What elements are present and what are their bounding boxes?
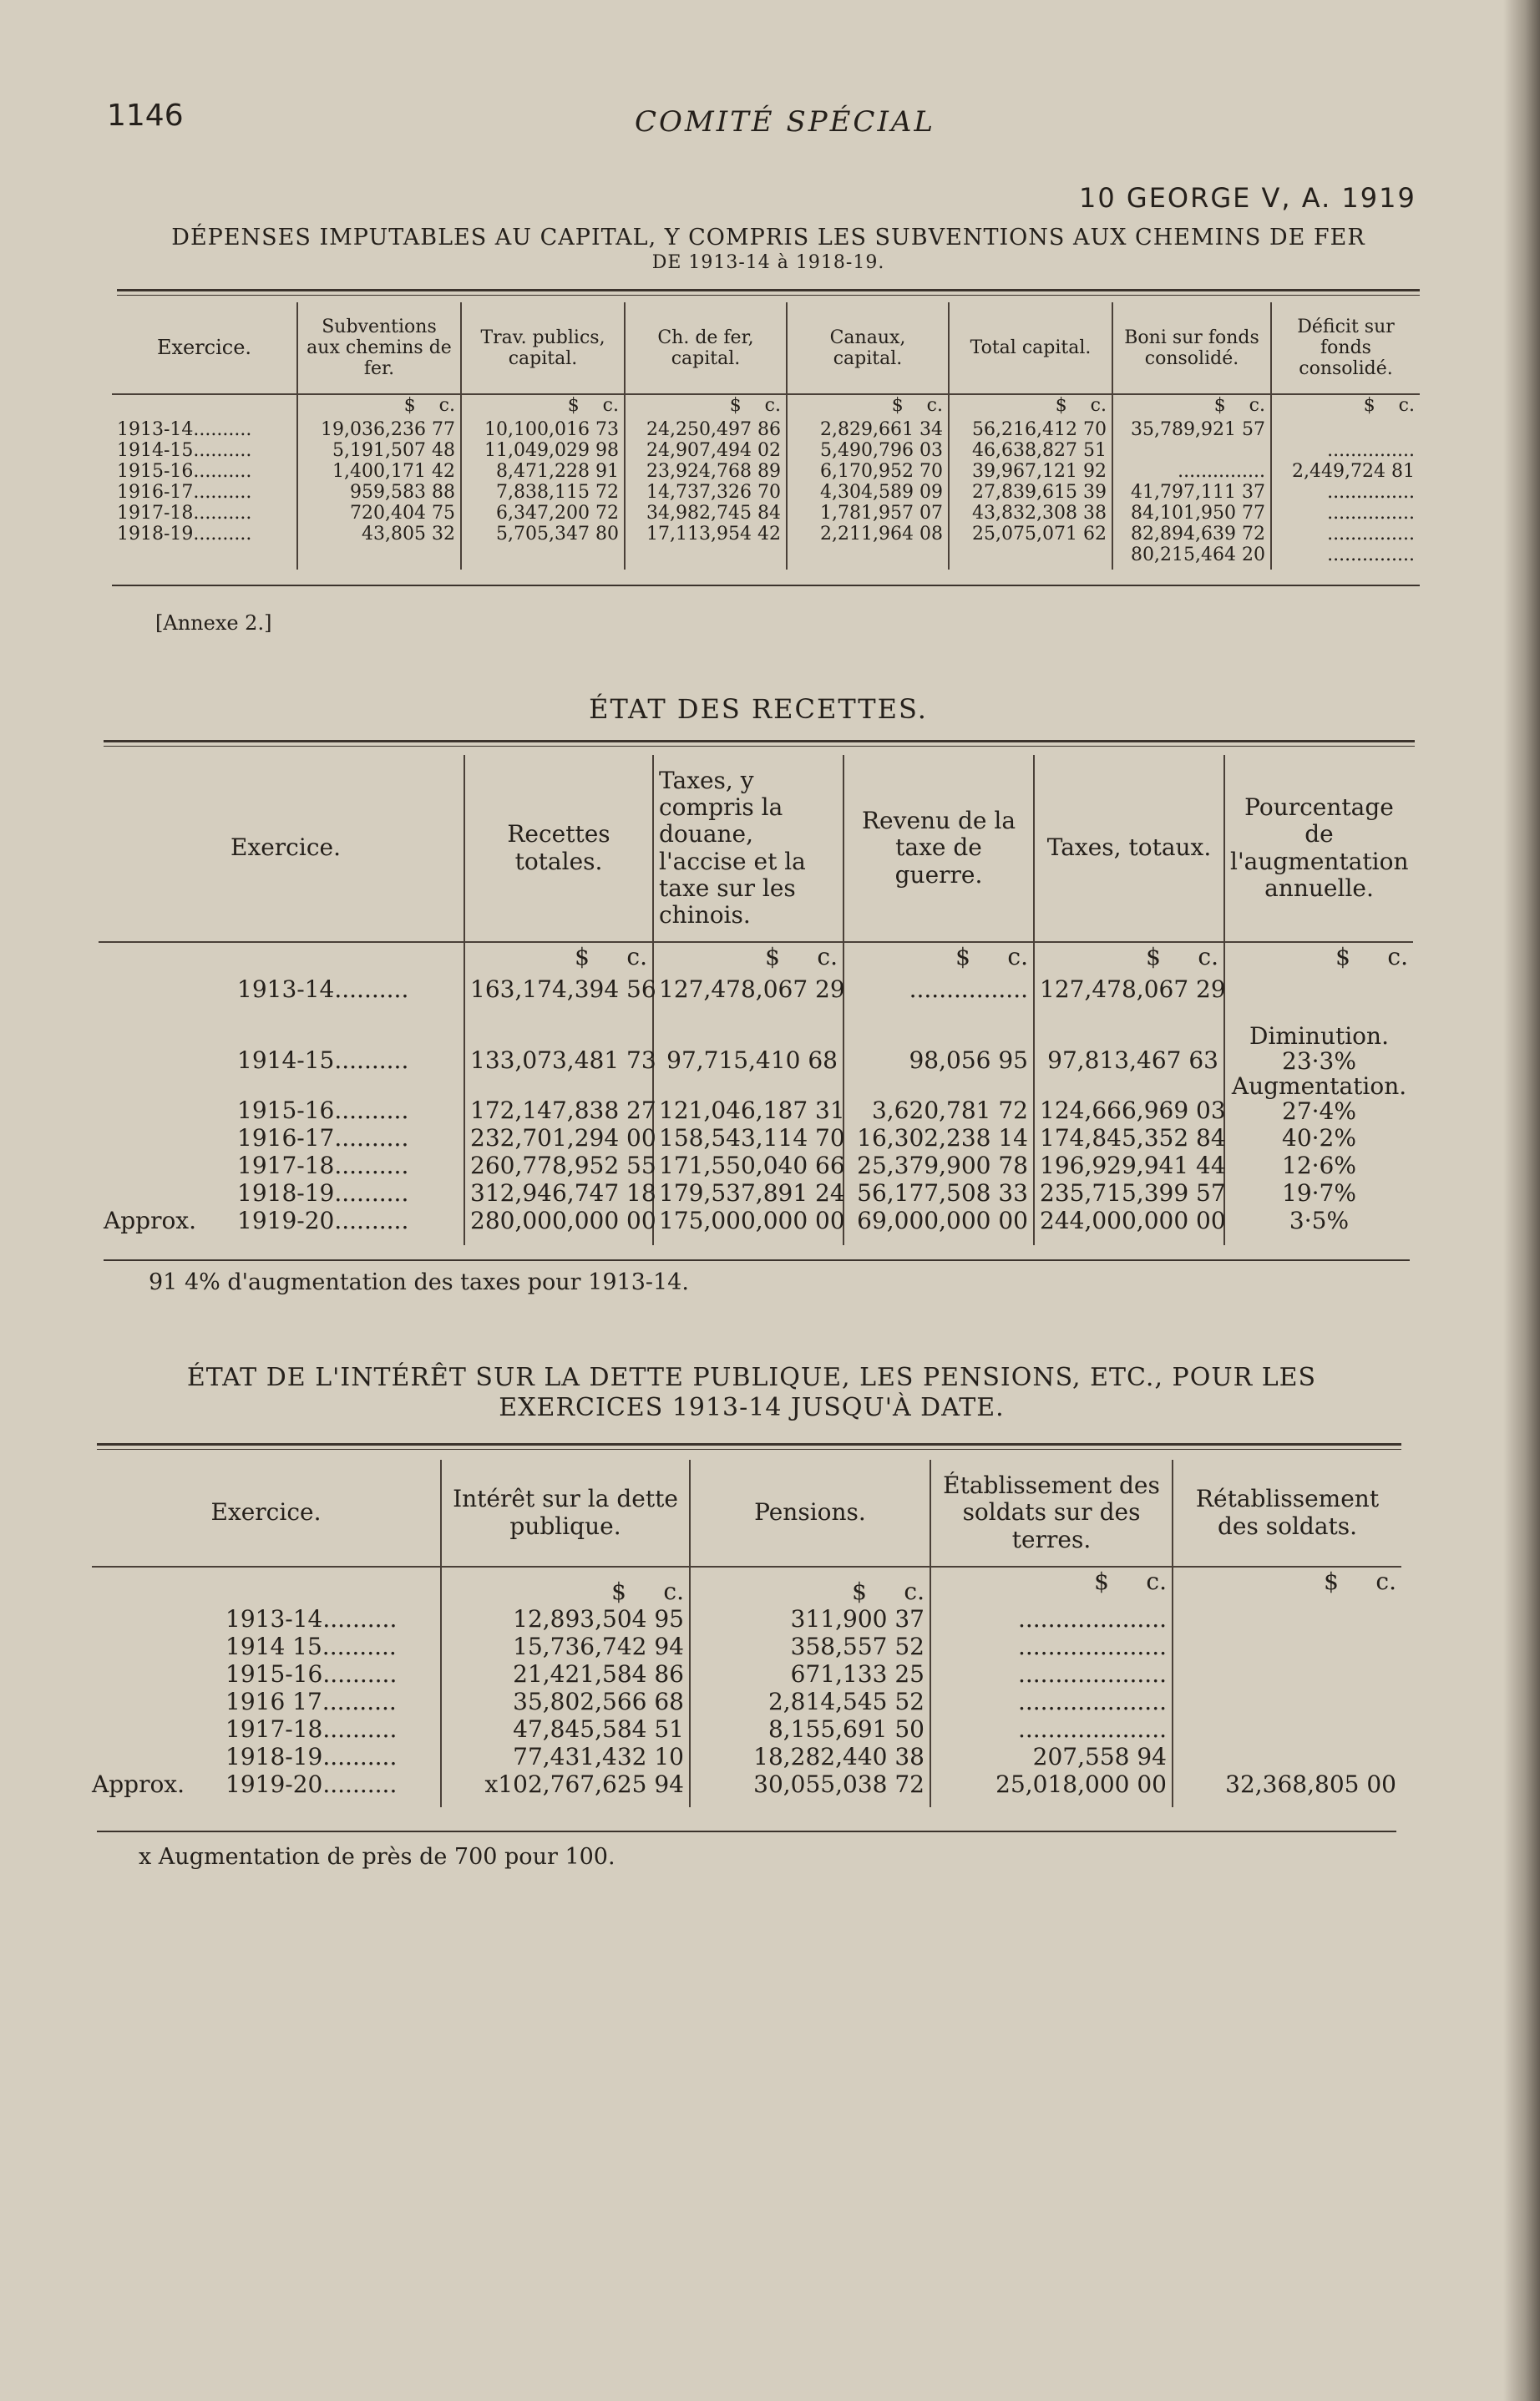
t1-chemins: 24,907,494 02	[625, 440, 787, 461]
unit-dollar: $	[765, 943, 780, 970]
table1-title-line2: DE 1913-14 à 1918-19.	[651, 252, 885, 273]
table-row	[99, 975, 1413, 1024]
t1-travaux: 10,100,016 73	[461, 419, 625, 440]
t1-chemins: 34,982,745 84	[625, 503, 787, 524]
t2-pct-label: Diminution.	[1249, 1022, 1389, 1050]
t1-total: 25,075,071 62	[949, 524, 1112, 545]
table1-bottom-rule	[112, 585, 1420, 586]
t3-exercice: 1919-20..........	[225, 1770, 398, 1798]
t2-exercice: 1913-14..........	[237, 975, 409, 1003]
t2-totaux: 127,478,067 29	[1034, 975, 1224, 1024]
t1-boni	[1112, 440, 1271, 461]
t3-unit	[441, 1567, 690, 1605]
table1-top-rule-thin	[117, 295, 1420, 296]
unit-dollar: $	[1335, 943, 1350, 970]
t2-col-pct: Pourcentage de l'augmentation annuelle.	[1224, 755, 1413, 942]
table-row	[92, 1688, 1401, 1715]
receipts-table	[99, 755, 1413, 1245]
unit-dollar: $	[567, 395, 580, 416]
t1-unit	[787, 394, 949, 419]
t3-retablissement	[1173, 1633, 1401, 1660]
t1-total: 27,839,615 39	[949, 482, 1112, 503]
table2-header-row	[99, 755, 1413, 942]
t1-col-chemins: Ch. de fer, capital.	[625, 302, 787, 394]
t3-unit	[1173, 1567, 1401, 1605]
t1-canaux: 2,211,964 08	[787, 524, 949, 545]
unit-cent: c.	[1146, 1568, 1167, 1595]
unit-cent: c.	[764, 395, 781, 416]
t3-retablissement	[1173, 1688, 1401, 1715]
annexe-label: [Annexe 2.]	[155, 611, 272, 635]
table3-title-line1: ÉTAT DE L'INTÉRÊT SUR LA DETTE PUBLIQUE, LES PENSIONS, ETC., POUR LES	[186, 1363, 1317, 1392]
table-row	[92, 1743, 1401, 1770]
table-row	[112, 503, 1420, 524]
table3-top-rule-thin	[97, 1449, 1401, 1450]
unit-dollar: $	[1213, 395, 1226, 416]
t2-guerre: 69,000,000 00	[843, 1207, 1034, 1245]
t2-exercice-cell	[99, 1207, 464, 1245]
unit-dollar: $	[1055, 395, 1067, 416]
t3-etablissement: ....................	[930, 1633, 1173, 1660]
t1-deficit: ...............	[1271, 524, 1420, 545]
t1-travaux: 11,049,029 98	[461, 440, 625, 461]
t2-totaux: 235,715,399 57	[1034, 1179, 1224, 1207]
t2-unit	[1224, 942, 1413, 975]
unit-cent: c.	[904, 1578, 925, 1605]
t3-pensions: 18,282,440 38	[690, 1743, 930, 1770]
table3-title	[92, 1363, 1411, 1423]
t3-exercice-cell	[92, 1770, 441, 1807]
unit-dollar: $	[1324, 1568, 1339, 1595]
unit-cent: c.	[817, 943, 838, 970]
table-row	[92, 1605, 1401, 1633]
t3-etablissement: 25,018,000 00	[930, 1770, 1173, 1807]
t1-deficit: 2,449,724 81	[1271, 461, 1420, 482]
t1-canaux: 2,829,661 34	[787, 419, 949, 440]
t2-col-exercice: Exercice.	[230, 833, 341, 862]
t3-etablissement: 207,558 94	[930, 1743, 1173, 1770]
t2-unit	[843, 942, 1034, 975]
table-row	[112, 419, 1420, 440]
t2-exercice-cell	[99, 1179, 464, 1207]
t3-exercice: 1915-16..........	[225, 1660, 398, 1688]
t1-exercice: 1913-14..........	[117, 419, 252, 440]
t2-totaux: 244,000,000 00	[1034, 1207, 1224, 1245]
t1-exercice: 1918-19..........	[117, 524, 252, 545]
t1-unit	[625, 394, 787, 419]
t3-unit	[690, 1567, 930, 1605]
t2-exercice: 1916-17..........	[237, 1124, 409, 1152]
t1-deficit: ...............	[1271, 482, 1420, 503]
debt-interest-table	[92, 1460, 1401, 1807]
t1-boni: 82,894,639 72	[1112, 524, 1271, 545]
t1-col-exercice: Exercice.	[156, 336, 252, 359]
t1-col-subventions: Subventions aux chemins de fer.	[297, 302, 461, 394]
t2-recettes: 260,778,952 55	[464, 1152, 653, 1179]
t3-col-pensions: Pensions.	[690, 1460, 930, 1567]
t2-totaux: 196,929,941 44	[1034, 1152, 1224, 1179]
t3-exercice: 1916 17..........	[225, 1688, 397, 1715]
t2-pct-cell	[1224, 1024, 1413, 1074]
t2-taxes: 171,550,040 66	[653, 1152, 843, 1179]
t3-pensions: 8,155,691 50	[690, 1715, 930, 1743]
t3-retablissement	[1173, 1660, 1401, 1688]
t3-retablissement	[1173, 1743, 1401, 1770]
t3-interet: x102,767,625 94	[441, 1770, 690, 1807]
t1-subventions: 5,191,507 48	[297, 440, 461, 461]
table1-unit-row	[112, 394, 1420, 419]
unit-dollar: $	[891, 395, 904, 416]
t2-prefix: Approx.	[104, 1207, 197, 1234]
table2-top-rule	[104, 740, 1415, 742]
t3-exercice-cell	[92, 1605, 441, 1633]
t1-total: 56,216,412 70	[949, 419, 1112, 440]
t2-pct-cell	[1224, 1074, 1413, 1124]
table3-unit-row	[92, 1567, 1401, 1605]
table2-unit-row	[99, 942, 1413, 975]
t3-retablissement	[1173, 1605, 1401, 1633]
t2-unit	[653, 942, 843, 975]
t2-taxes: 179,537,891 24	[653, 1179, 843, 1207]
running-title: COMITÉ SPÉCIAL	[635, 105, 936, 139]
t1-chemins: 24,250,497 86	[625, 419, 787, 440]
t2-unit	[464, 942, 653, 975]
t2-totaux: 124,666,969 03	[1034, 1074, 1224, 1124]
t3-interet: 21,421,584 86	[441, 1660, 690, 1688]
table-row	[92, 1633, 1401, 1660]
t1-subventions: 959,583 88	[297, 482, 461, 503]
unit-cent: c.	[1249, 395, 1265, 416]
t1-exercice: 1916-17..........	[117, 482, 252, 503]
t2-guerre: 3,620,781 72	[843, 1074, 1034, 1124]
table3-footnote: x Augmentation de près de 700 pour 100.	[139, 1844, 615, 1870]
table3-top-rule	[97, 1443, 1401, 1446]
t2-recettes: 172,147,838 27	[464, 1074, 653, 1124]
t1-chemins: 14,737,326 70	[625, 482, 787, 503]
t1-subventions: 1,400,171 42	[297, 461, 461, 482]
t3-pensions: 311,900 37	[690, 1605, 930, 1633]
t1-col-deficit: Déficit sur fonds consolidé.	[1271, 302, 1420, 394]
t1-total: 39,967,121 92	[949, 461, 1112, 482]
table-row	[112, 482, 1420, 503]
t1-unit	[297, 394, 461, 419]
t1-deficit	[1271, 419, 1420, 440]
t2-recettes: 163,174,394 56	[464, 975, 653, 1024]
t2-recettes: 133,073,481 73	[464, 1024, 653, 1074]
t2-pct: 19·7%	[1224, 1179, 1413, 1207]
t1-col-boni: Boni sur fonds consolidé.	[1112, 302, 1271, 394]
table-row	[99, 1074, 1413, 1124]
t2-recettes: 280,000,000 00	[464, 1207, 653, 1245]
t1-boni: 41,797,111 37	[1112, 482, 1271, 503]
t3-interet: 47,845,584 51	[441, 1715, 690, 1743]
t1-exercice: 1914-15..........	[117, 440, 252, 461]
table-row	[99, 1152, 1413, 1179]
unit-cent: c.	[1198, 943, 1218, 970]
t1-travaux: 5,705,347 80	[461, 524, 625, 545]
table-row	[99, 1124, 1413, 1152]
t2-taxes: 121,046,187 31	[653, 1074, 843, 1124]
t2-exercice: 1918-19..........	[237, 1179, 409, 1207]
t1-boni-extra: 80,215,464 20	[1112, 545, 1271, 570]
t1-unit	[461, 394, 625, 419]
table-row	[92, 1715, 1401, 1743]
t2-exercice: 1914-15..........	[237, 1046, 409, 1074]
t3-exercice-cell	[92, 1688, 441, 1715]
t2-guerre: 56,177,508 33	[843, 1179, 1034, 1207]
unit-cent: c.	[602, 395, 619, 416]
t2-pct: 23·3%	[1282, 1047, 1356, 1075]
unit-dollar: $	[1094, 1568, 1109, 1595]
t3-col-etablissement: Établissement des soldats sur des terres.	[930, 1460, 1173, 1567]
unit-dollar: $	[729, 395, 742, 416]
unit-dollar: $	[955, 943, 970, 970]
t3-interet: 12,893,504 95	[441, 1605, 690, 1633]
t1-boni: ...............	[1112, 461, 1271, 482]
t3-exercice: 1918-19..........	[225, 1743, 398, 1770]
t2-exercice: 1917-18..........	[237, 1152, 409, 1179]
t3-col-exercice: Exercice.	[210, 1498, 322, 1527]
t2-exercice-cell	[99, 975, 464, 1024]
t1-col-travaux: Trav. publics, capital.	[461, 302, 625, 394]
t3-prefix: Approx.	[92, 1770, 185, 1798]
t2-recettes: 312,946,747 18	[464, 1179, 653, 1207]
t1-unit	[949, 394, 1112, 419]
table-row	[92, 1770, 1401, 1807]
unit-dollar: $	[1363, 395, 1375, 416]
t1-deficit: ...............	[1271, 503, 1420, 524]
table-row	[112, 440, 1420, 461]
t3-exercice-cell	[92, 1743, 441, 1770]
t3-etablissement: ....................	[930, 1715, 1173, 1743]
t3-col-retablissement: Rétablissement des soldats.	[1173, 1460, 1401, 1567]
t1-travaux: 8,471,228 91	[461, 461, 625, 482]
t2-pct: 40·2%	[1224, 1124, 1413, 1152]
t2-recettes: 232,701,294 00	[464, 1124, 653, 1152]
t1-exercice: 1915-16..........	[117, 461, 252, 482]
t1-canaux: 6,170,952 70	[787, 461, 949, 482]
unit-cent: c.	[663, 1578, 684, 1605]
unit-cent: c.	[438, 395, 455, 416]
t1-deficit: ...............	[1271, 440, 1420, 461]
t2-col-totaux: Taxes, totaux.	[1034, 755, 1224, 942]
table1-top-rule	[117, 289, 1420, 291]
unit-dollar: $	[403, 395, 416, 416]
table1-title-line1: DÉPENSES IMPUTABLES AU CAPITAL, Y COMPRIS LES SUBVENTIONS AUX CHEMINS DE FER	[171, 225, 1365, 251]
capital-expenses-table	[112, 302, 1420, 570]
table2-footnote: 91 4% d'augmentation des taxes pour 1913-14.	[149, 1269, 689, 1295]
t1-exercice: 1917-18..........	[117, 503, 252, 524]
t3-interet: 35,802,566 68	[441, 1688, 690, 1715]
table2-bottom-rule	[104, 1259, 1410, 1261]
t2-exercice: 1915-16..........	[237, 1097, 409, 1124]
unit-dollar: $	[611, 1578, 626, 1605]
t1-canaux: 4,304,589 09	[787, 482, 949, 503]
t1-boni: 35,789,921 57	[1112, 419, 1271, 440]
t1-total: 46,638,827 51	[949, 440, 1112, 461]
t3-pensions: 30,055,038 72	[690, 1770, 930, 1807]
t3-interet: 15,736,742 94	[441, 1633, 690, 1660]
unit-cent: c.	[626, 943, 647, 970]
unit-cent: c.	[1375, 1568, 1396, 1595]
t3-pensions: 358,557 52	[690, 1633, 930, 1660]
unit-dollar: $	[575, 943, 590, 970]
t3-pensions: 2,814,545 52	[690, 1688, 930, 1715]
t3-unit	[930, 1567, 1173, 1605]
t1-travaux: 6,347,200 72	[461, 503, 625, 524]
t3-exercice: 1914 15..........	[225, 1633, 397, 1660]
t1-travaux: 7,838,115 72	[461, 482, 625, 503]
table2-top-rule-thin	[104, 746, 1415, 747]
t2-pct: 27·4%	[1282, 1097, 1356, 1125]
t2-totaux: 174,845,352 84	[1034, 1124, 1224, 1152]
t2-pct: 3·5%	[1224, 1207, 1413, 1245]
t2-exercice-cell	[99, 1124, 464, 1152]
t2-pct-label: Augmentation.	[1231, 1072, 1407, 1100]
unit-dollar: $	[1146, 943, 1161, 970]
t2-exercice-cell	[99, 1074, 464, 1124]
table1-header-row	[112, 302, 1420, 394]
t3-retablissement: 32,368,805 00	[1173, 1770, 1401, 1807]
t3-etablissement: ....................	[930, 1605, 1173, 1633]
table2-title: ÉTAT DES RECETTES.	[589, 693, 928, 725]
t2-totaux: 97,813,467 63	[1034, 1024, 1224, 1074]
t2-unit	[1034, 942, 1224, 975]
table3-header-row	[92, 1460, 1401, 1567]
t3-exercice: 1917-18..........	[225, 1715, 398, 1743]
t2-guerre: ................	[843, 975, 1034, 1024]
t3-interet: 77,431,432 10	[441, 1743, 690, 1770]
table-row	[112, 524, 1420, 545]
t2-col-guerre: Revenu de la taxe de guerre.	[843, 755, 1034, 942]
table1-title	[109, 225, 1428, 276]
t1-chemins: 23,924,768 89	[625, 461, 787, 482]
t2-pct	[1224, 975, 1413, 1024]
table3-bottom-rule	[97, 1831, 1396, 1832]
t1-chemins: 17,113,954 42	[625, 524, 787, 545]
table-row	[112, 461, 1420, 482]
t1-total: 43,832,308 38	[949, 503, 1112, 524]
t3-col-interet: Intérêt sur la dette publique.	[441, 1460, 690, 1567]
t2-exercice: 1919-20..........	[237, 1207, 409, 1234]
page-edge-shadow	[1503, 0, 1540, 2401]
t2-exercice-cell	[99, 1024, 464, 1074]
t1-col-canaux: Canaux, capital.	[787, 302, 949, 394]
t2-taxes: 97,715,410 68	[653, 1024, 843, 1074]
unit-cent: c.	[926, 395, 943, 416]
t1-subventions: 43,805 32	[297, 524, 461, 545]
page-number: 1146	[107, 99, 184, 133]
t2-exercice-cell	[99, 1152, 464, 1179]
table-row	[112, 545, 1420, 570]
t1-canaux: 1,781,957 07	[787, 503, 949, 524]
t1-subventions: 720,404 75	[297, 503, 461, 524]
table-row	[99, 1207, 1413, 1245]
t1-deficit-extra: ...............	[1271, 545, 1420, 570]
table-row	[99, 1179, 1413, 1207]
t1-subventions: 19,036,236 77	[297, 419, 461, 440]
t2-guerre: 25,379,900 78	[843, 1152, 1034, 1179]
t3-retablissement	[1173, 1715, 1401, 1743]
table3-title-line2: EXERCICES 1913-14 JUSQU'À DATE.	[499, 1393, 1005, 1422]
t1-unit	[1112, 394, 1271, 419]
t1-boni: 84,101,950 77	[1112, 503, 1271, 524]
t2-guerre: 98,056 95	[843, 1024, 1034, 1074]
unit-cent: c.	[1090, 395, 1107, 416]
t3-exercice: 1913-14..........	[225, 1605, 398, 1633]
t2-col-taxes: Taxes, y compris la douane, l'accise et la taxe sur les chinois.	[653, 755, 843, 942]
t3-etablissement: ....................	[930, 1688, 1173, 1715]
unit-cent: c.	[1007, 943, 1028, 970]
t1-col-total: Total capital.	[949, 302, 1112, 394]
t2-pct: 12·6%	[1224, 1152, 1413, 1179]
t2-guerre: 16,302,238 14	[843, 1124, 1034, 1152]
unit-cent: c.	[1387, 943, 1408, 970]
t2-col-recettes: Recettes totales.	[464, 755, 653, 942]
t2-taxes: 127,478,067 29	[653, 975, 843, 1024]
t2-taxes: 175,000,000 00	[653, 1207, 843, 1245]
t1-canaux: 5,490,796 03	[787, 440, 949, 461]
table-row	[92, 1660, 1401, 1688]
t3-exercice-cell	[92, 1715, 441, 1743]
unit-dollar: $	[852, 1578, 867, 1605]
t3-etablissement: ....................	[930, 1660, 1173, 1688]
t2-taxes: 158,543,114 70	[653, 1124, 843, 1152]
t3-pensions: 671,133 25	[690, 1660, 930, 1688]
unit-cent: c.	[1398, 395, 1415, 416]
session-label: 10 GEORGE V, A. 1919	[1079, 182, 1416, 214]
table-row	[99, 1024, 1413, 1074]
t3-exercice-cell	[92, 1660, 441, 1688]
t1-unit	[1271, 394, 1420, 419]
t3-exercice-cell	[92, 1633, 441, 1660]
